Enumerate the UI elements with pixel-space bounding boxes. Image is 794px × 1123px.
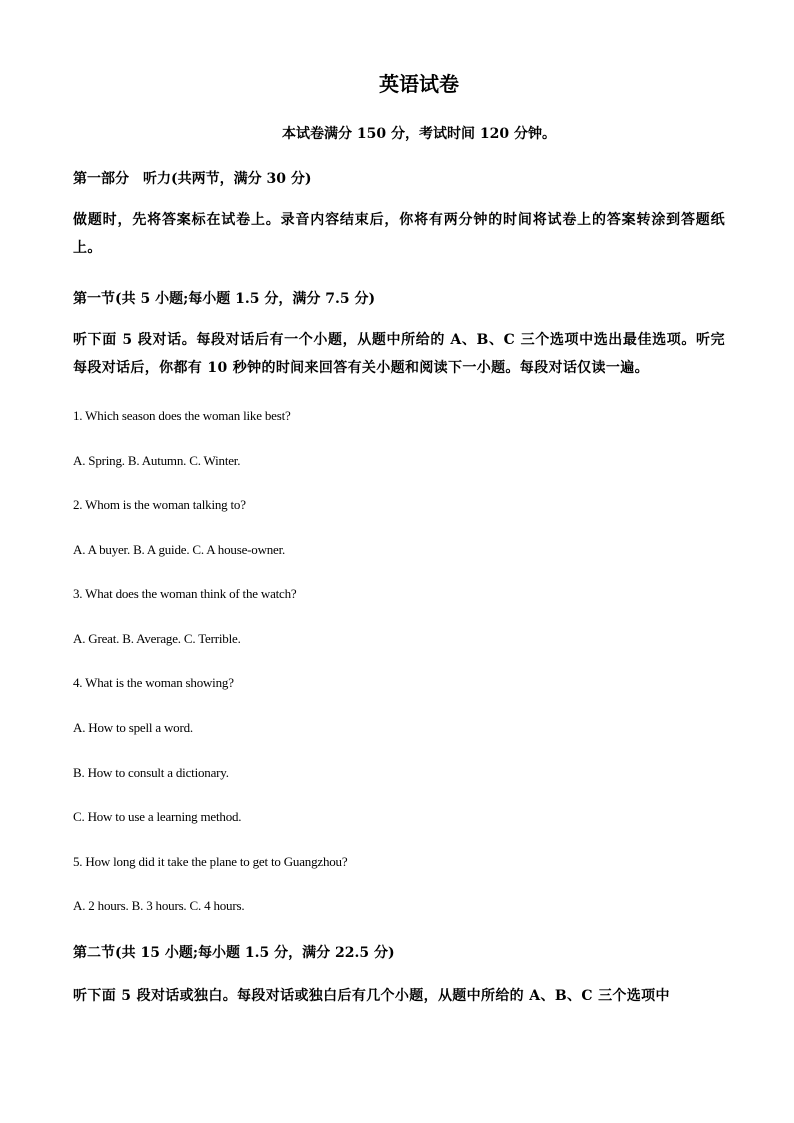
question-1-options: A. Spring. B. Autumn. C. Winter.	[73, 453, 241, 468]
part1-instruction: 做题时，先将答案标在试卷上。录音内容结束后，你将有两分钟的时间将试卷上的答案转涂到答题纸上。	[73, 212, 725, 256]
section1-heading: 第一节(共 5 小题;每小题 1.5 分，满分 7.5 分)	[73, 291, 376, 307]
question-1-stem: 1. Which season does the woman like best?	[73, 408, 291, 423]
question-3-options: A. Great. B. Average. C. Terrible.	[73, 631, 241, 646]
question-2-stem: 2. Whom is the woman talking to?	[73, 497, 246, 512]
section2-instruction: 听下面 5 段对话或独白。每段对话或独白后有几个小题，从题中所给的 A、B、C 三个选项中	[73, 988, 670, 1004]
question-5-options: A. 2 hours. B. 3 hours. C. 4 hours.	[73, 898, 245, 913]
page-title: 英语试卷	[379, 72, 459, 96]
question-5-stem: 5. How long did it take the plane to get to Guangzhou?	[73, 854, 348, 869]
question-3-stem: 3. What does the woman think of the watch?	[73, 586, 297, 601]
question-4-option-a: A. How to spell a word.	[73, 720, 193, 735]
question-2-options: A. A buyer. B. A guide. C. A house-owner.	[73, 542, 286, 557]
question-4-stem: 4. What is the woman showing?	[73, 675, 234, 690]
question-4-option-b: B. How to consult a dictionary.	[73, 765, 229, 780]
exam-info: 本试卷满分 150 分，考试时间 120 分钟。	[282, 126, 556, 142]
section1-instruction: 听下面 5 段对话。每段对话后有一个小题，从题中所给的 A、B、C 三个选项中选出最佳选项。听完每段对话后，你都有 10 秒钟的时间来回答有关小题和阅读下一小题。每段对话仅读一遍。	[73, 332, 725, 376]
part1-heading: 第一部分 听力(共两节，满分 30 分)	[73, 171, 312, 187]
question-4-option-c: C. How to use a learning method.	[73, 809, 242, 824]
section2-heading: 第二节(共 15 小题;每小题 1.5 分，满分 22.5 分)	[73, 945, 395, 961]
